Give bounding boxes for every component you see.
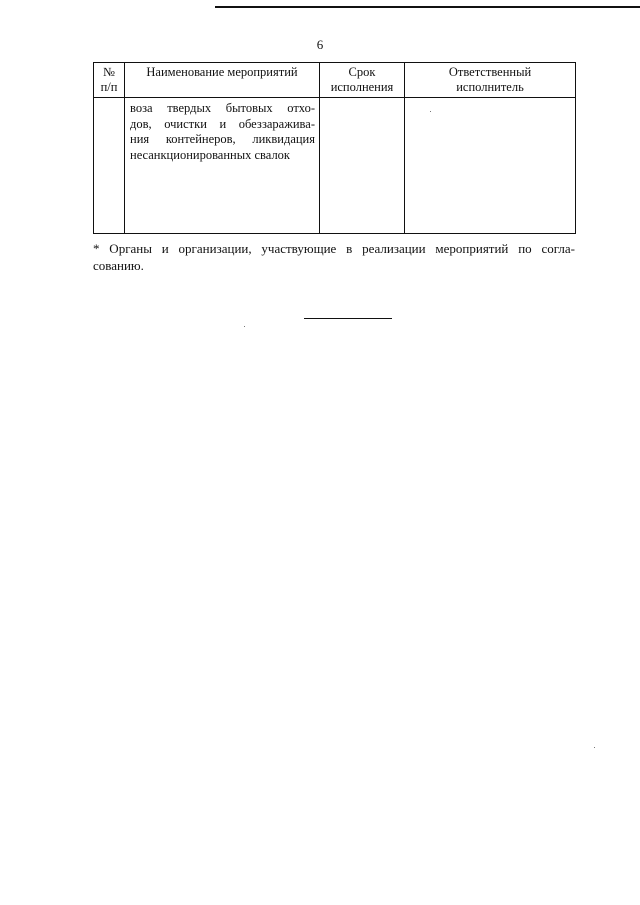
task-line-2: дов, очистки и обеззаражива- [130, 116, 315, 131]
cell-number [94, 98, 125, 234]
header-number-line-2: п/п [100, 80, 118, 94]
page-number: 6 [316, 37, 324, 52]
table-row [94, 98, 576, 234]
header-responsible [405, 63, 576, 98]
footnote-line-1: * Органы и организации, участвующие в реализации мероприятий по согла- [93, 241, 575, 256]
cell-deadline [320, 98, 405, 234]
measures-table [93, 62, 576, 234]
task-description [125, 98, 319, 163]
header-number [94, 63, 125, 98]
scan-speck [594, 747, 595, 748]
end-of-document-line [304, 318, 392, 319]
header-responsible-line-2: исполнитель [456, 80, 524, 94]
scan-speck [244, 326, 245, 327]
header-deadline-line-2: исполнения [330, 80, 394, 94]
header-name-line-1: Наименование мероприятий [146, 65, 298, 79]
top-border-line [215, 6, 640, 8]
task-line-4: несанкционированных свалок [130, 147, 291, 162]
header-deadline-line-1: Срок [348, 65, 376, 79]
scan-speck [430, 111, 431, 112]
header-deadline [320, 63, 405, 98]
header-responsible-line-1: Ответственный [448, 65, 532, 79]
header-name [125, 63, 320, 98]
footnote [93, 240, 575, 274]
cell-responsible [405, 98, 576, 234]
task-line-3: ния контейнеров, ликвидация [130, 132, 315, 146]
header-number-line-1: № [103, 65, 115, 79]
task-line-1: воза твердых бытовых отхо- [130, 101, 315, 115]
cell-name [125, 98, 320, 234]
table-header-row [94, 63, 576, 98]
footnote-line-2: сованию. [93, 258, 144, 273]
